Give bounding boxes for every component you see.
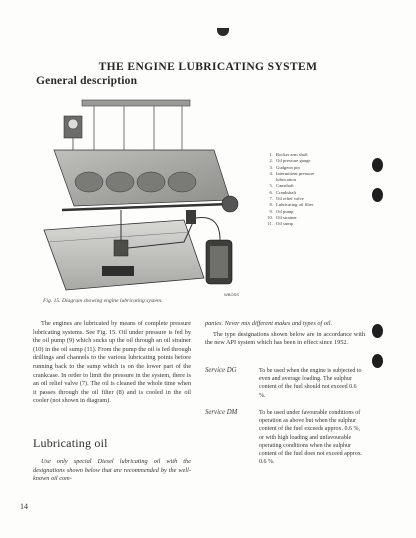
legend-label: Crankshaft xyxy=(276,189,297,195)
legend-label: Rocker arm shaft xyxy=(276,152,308,157)
section-heading-lubricating-oil: Lubricating oil xyxy=(33,436,108,450)
figure-caption: Fig. 15. Diagram showing engine lubricating system. xyxy=(43,298,163,304)
paragraph-oil: Use only special Diesel lubricating oil with the designations shown below that are recommended by the well-known oil com- xyxy=(33,458,191,483)
service-dg-text: To be used when the engine is subjected to even and average loading. The sulphur content of the fuel should not exceed 0.6 %. xyxy=(259,368,362,399)
binder-hole xyxy=(372,158,383,172)
figure-mark: WBOSS xyxy=(224,292,239,297)
legend-label: Oil strainer xyxy=(276,214,297,220)
binder-hole xyxy=(372,188,383,202)
paragraph-intro: The engines are lubricated by means of complete pressure lubricating systems. See Fig. 15. Oil under pressure is fed by the oil pump (9) which sucks up the oil through an oil strainer (10) in the oil sump (11). From the pump the oil is fed through drillings and channels to the various lubricating points before running back to the sump which is on the lower part of the crankcase. In order to limit the pressure in the system, there is an oil relief valve (7). The oil is cleaned the whole time when it passes through the oil filter (8) and is cooled in the oil cooler (not shown in diagram). xyxy=(33,320,191,405)
legend-number: 10. xyxy=(267,214,273,220)
legend-label: Oil pump xyxy=(276,208,294,214)
legend-label: Oil sump xyxy=(276,221,293,227)
legend-label: Lubricating oil filter xyxy=(276,202,314,208)
legend-number: 4. xyxy=(269,170,273,176)
legend-number: 11. xyxy=(267,221,273,227)
section-heading-general: General description xyxy=(36,75,138,87)
page-title: THE ENGINE LUBRICATING SYSTEM xyxy=(98,61,318,73)
binding-mark xyxy=(217,28,229,36)
service-dm-label: Service DM xyxy=(205,409,238,416)
legend-label: Oil relief valve xyxy=(276,196,304,202)
left-column xyxy=(33,320,191,406)
paragraph-type-designations: The type designations shown below are in accordance with the new API system which has been in effect since 1952. xyxy=(205,330,365,347)
service-dm-text: To be used under favourable conditions of operation as above but when the sulphur content of the fuel exceeds approx. 0.6 %, or with high loading and unfavourable operating conditions when the sulphur content of the fuel does not exceed approx. 0.6 %. xyxy=(259,410,363,466)
left-column-lower xyxy=(33,458,191,484)
legend-number: 7. xyxy=(269,196,273,202)
legend-item xyxy=(262,171,332,184)
legend-label: Oil pressure gauge xyxy=(276,158,311,164)
legend-item xyxy=(262,221,332,227)
oil-strainer xyxy=(102,266,134,276)
legend-number: 5. xyxy=(269,183,273,189)
legend-number: 1. xyxy=(269,152,273,157)
oil-pump xyxy=(114,240,128,256)
binder-hole xyxy=(372,354,383,368)
right-column xyxy=(205,320,365,348)
engine-lubrication-diagram xyxy=(34,90,256,302)
service-dg-label: Service DG xyxy=(205,367,237,374)
legend-label: Camshaft xyxy=(276,183,294,189)
page-number: 14 xyxy=(20,502,28,511)
legend-number: 8. xyxy=(269,202,273,208)
oil-relief-valve xyxy=(186,210,196,224)
paragraph-continuation: panies. Never mix different makes and types of oil. xyxy=(205,320,333,327)
legend-label: Intermittent pressure lubrication xyxy=(276,170,315,183)
legend-number: 6. xyxy=(269,189,273,195)
legend-number: 2. xyxy=(269,158,273,164)
legend-label: Gudgeon pin xyxy=(276,164,300,170)
legend-number: 9. xyxy=(269,208,273,214)
rocker-arm-shaft xyxy=(82,100,190,106)
service-dg xyxy=(205,367,365,407)
service-dm xyxy=(205,409,365,489)
binder-hole xyxy=(372,324,383,338)
diagram-legend xyxy=(262,152,332,228)
legend-number: 3. xyxy=(269,164,273,170)
